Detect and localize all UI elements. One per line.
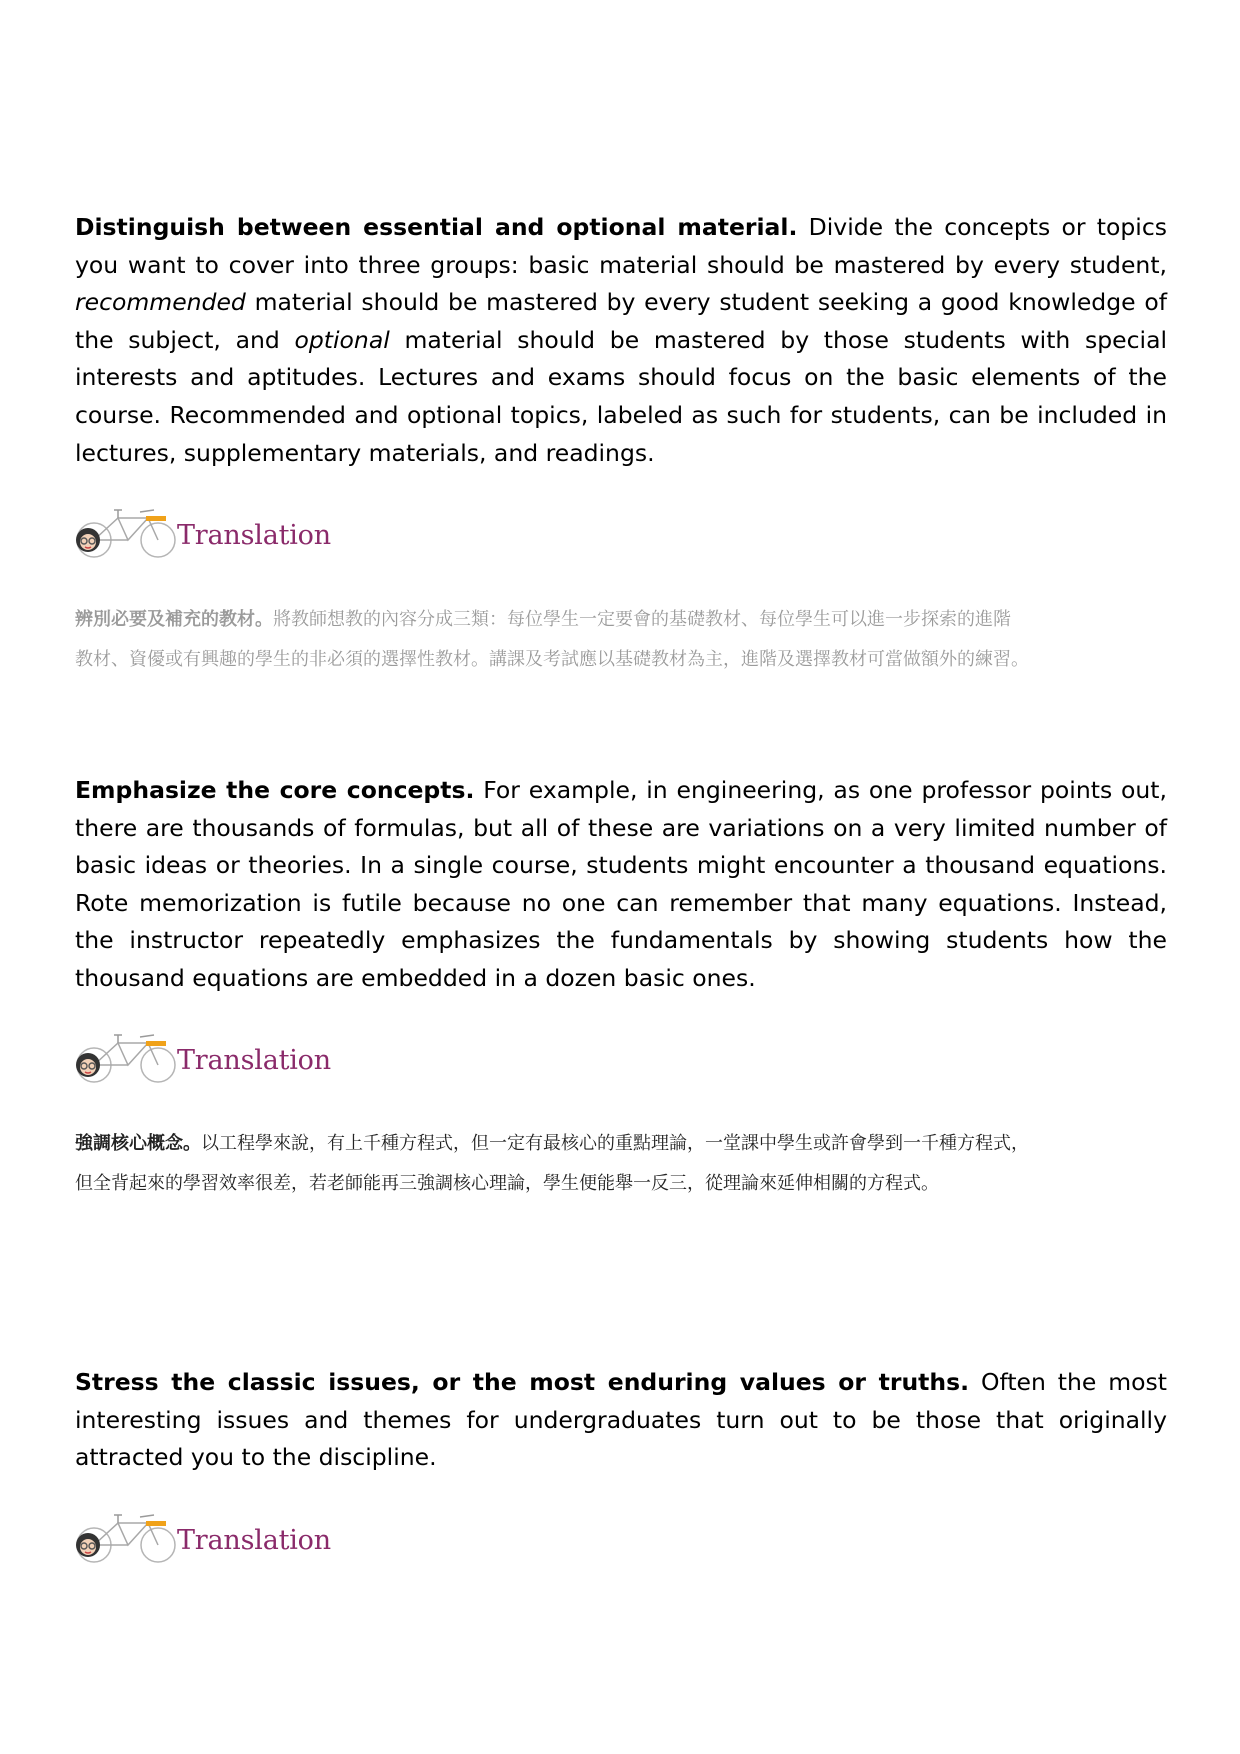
translation-badge [74,1025,331,1089]
translation-line: 以工程學來說，有上千種方程式，但一定有最核心的重點理論，一堂課中學生或許會學到一千種方程式， [201,1133,1029,1154]
translation-label: Translation [177,1525,331,1556]
italic-term: recommended [75,288,246,317]
paragraph-heading: Emphasize the core concepts. [75,776,475,804]
bicycle-avatar-icon [74,1505,184,1569]
translation-line: 教材、資優或有興趣的學生的非必須的選擇性教材。講課及考試應以基礎教材為主，進階及選擇教材可當做額外的練習。 [75,649,1029,670]
translation-heading: 辨別必要及補充的教材。 [75,609,273,630]
translation-line: 將教師想教的內容分成三類：每位學生一定要會的基礎教材、每位學生可以進一步探索的進階 [273,609,1011,630]
paragraph-heading: Distinguish between essential and optional material. [75,213,798,241]
translation-badge [74,1505,331,1569]
translation-badge [74,500,331,564]
translation-text [75,1164,1175,1204]
paragraph-body: material should be mastered by every student seeking a good knowledge of the subject, and [75,288,1167,354]
translation-line: 但全背起來的學習效率很差，若老師能再三強調核心理論，學生便能舉一反三，從理論來延伸相關的方程式。 [75,1173,939,1194]
bicycle-avatar-icon [74,1025,184,1089]
paragraph-essential-optional [75,209,1167,472]
translation-text [75,600,1175,640]
translation-label: Translation [177,520,331,551]
translation-label: Translation [177,1045,331,1076]
paragraph-core-concepts [75,772,1167,998]
paragraph-heading: Stress the classic issues, or the most enduring values or truths. [75,1368,970,1396]
italic-term: optional [294,325,390,354]
bicycle-avatar-icon [74,500,184,564]
translation-heading: 強調核心概念。 [75,1133,201,1154]
paragraph-body: material should be mastered by those students with special interests and aptitudes. Lectures and exams should focus on the basic elements of the course. Recommended and optional topics, labeled as such for students, can be included in lectures, supplementary materials, and readings. [75,325,1167,467]
translation-text [75,1124,1175,1164]
paragraph-classic-issues [75,1364,1167,1477]
paragraph-body: Often the most interesting issues and themes for undergraduates turn out to be those that originally attracted you to the discipline. [75,1368,1167,1472]
translation-text [75,640,1175,680]
paragraph-body: For example, in engineering, as one professor points out, there are thousands of formulas, but all of these are variations on a very limited number of basic ideas or theories. In a single course, students might encounter a thousand equations. Rote memorization is futile because no one can remember that many equations. Instead, the instructor repeatedly emphasizes the fundamentals by showing students how the thousand equations are embedded in a dozen basic ones. [75,776,1167,992]
paragraph-body: Divide the concepts or topics you want to cover into three groups: basic material should be mastered by every student, [75,213,1167,279]
